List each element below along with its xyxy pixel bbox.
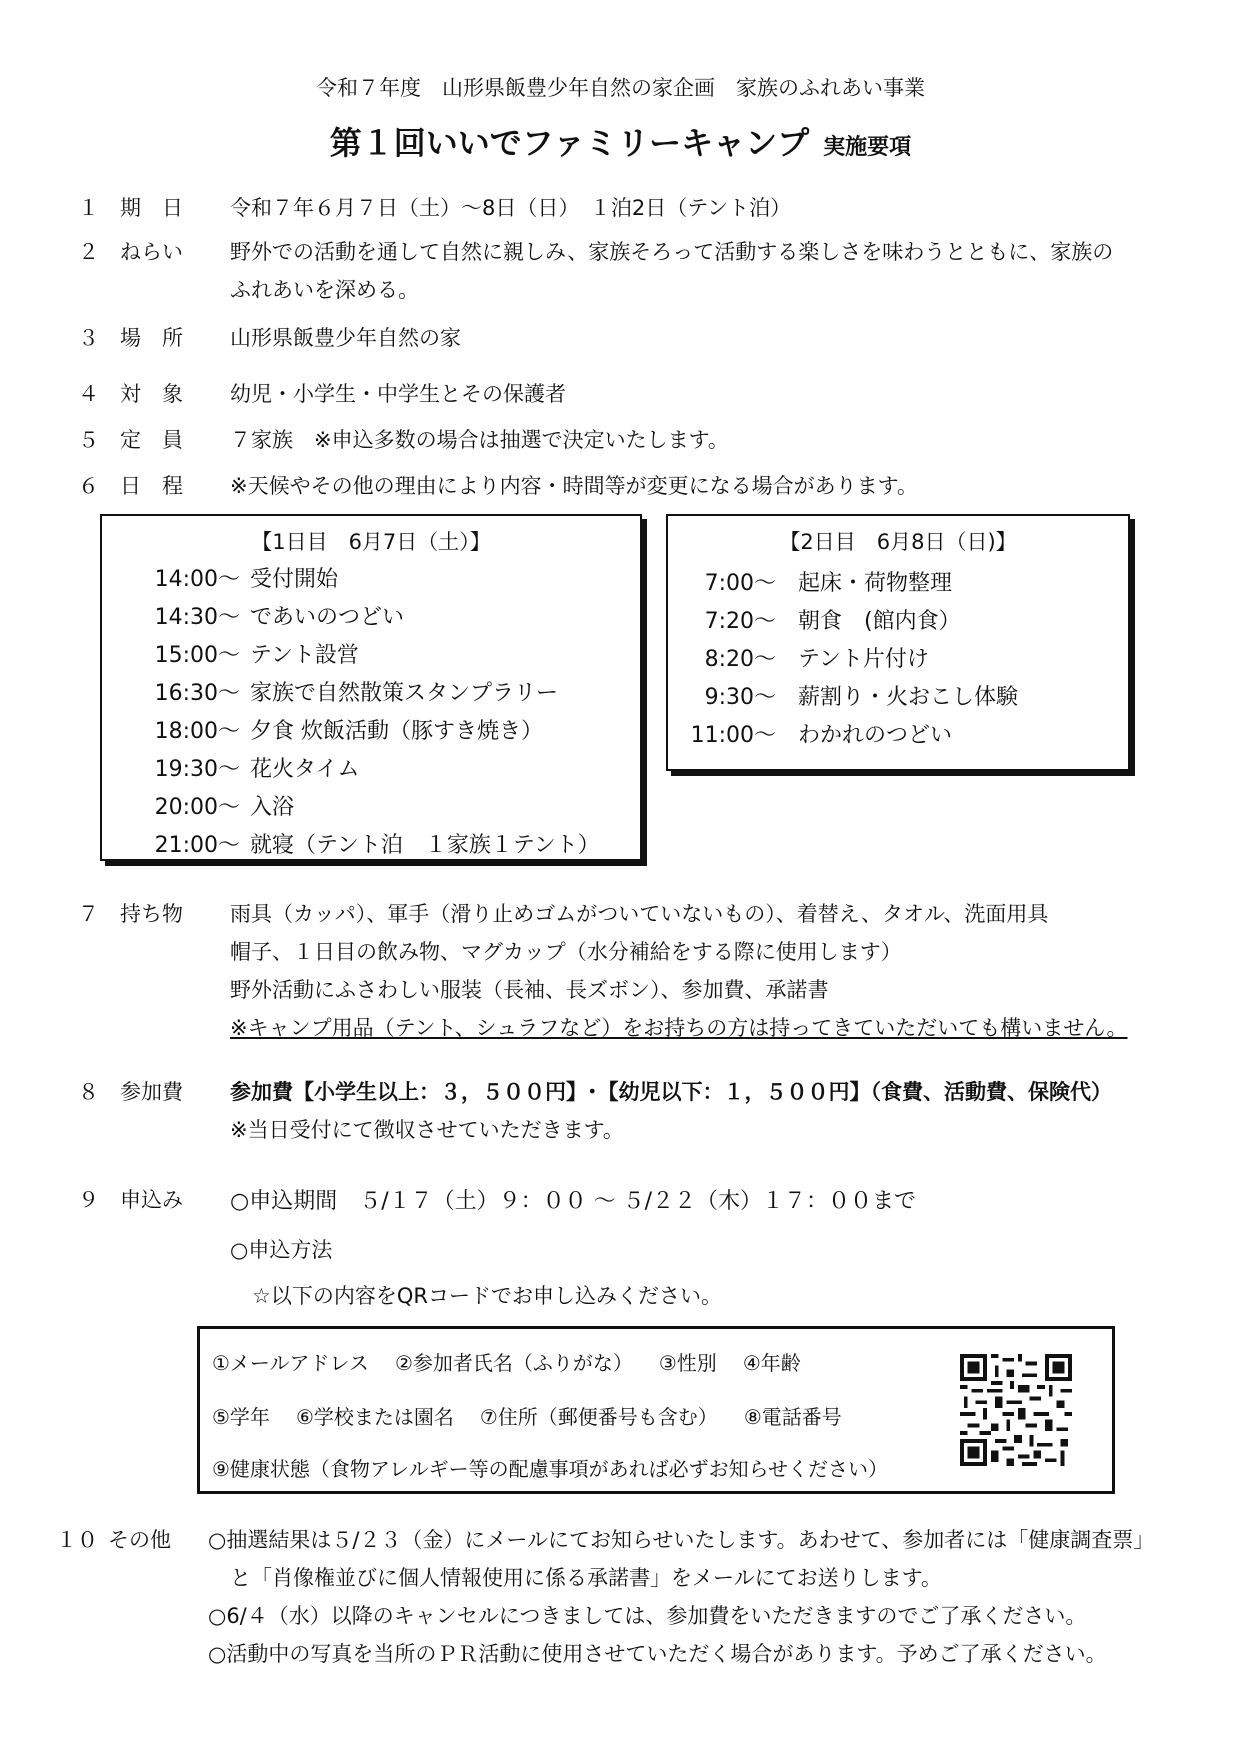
title-sub: 実施要項 bbox=[823, 135, 912, 160]
field-email: ①メールアドレス bbox=[212, 1351, 369, 1375]
item-num-other: １０ bbox=[56, 1528, 98, 1552]
day2-schedule-box bbox=[666, 514, 1130, 771]
item-text-belongings-4: ※キャンプ用品（テント、シュラフなど）をお持ちの方は持ってきていただいても構いません。 bbox=[230, 1016, 1128, 1040]
apply-instruction: ☆以下の内容をQRコードでお申し込みください。 bbox=[252, 1284, 722, 1308]
field-health: ⑨健康状態（食物アレルギー等の配慮事項があれば必ずお知らせください） bbox=[212, 1457, 889, 1481]
item-text-aim-2: ふれあいを深める。 bbox=[230, 278, 419, 302]
item-text-other-2: と「肖像権並びに個人情報使用に係る承諾書」をメールにてお送りします。 bbox=[230, 1566, 942, 1590]
day2-time: 8:20～ bbox=[704, 647, 776, 672]
field-age: ④年齢 bbox=[742, 1351, 801, 1375]
item-label-apply: 申込み bbox=[120, 1188, 183, 1212]
item-label-target: 対 象 bbox=[120, 382, 183, 406]
item-text-other-1: ○抽選結果は５/２３（金）にメールにてお知らせいたします。あわせて、参加者には「健康調査票」 bbox=[208, 1528, 1155, 1552]
item-label-belongings: 持ち物 bbox=[120, 902, 183, 926]
day1-time: 21:00～ bbox=[154, 833, 240, 858]
title-main: 第１回いいでファミリーキャンプ bbox=[329, 124, 810, 162]
day2-activity: わかれのつどい bbox=[798, 723, 953, 748]
day1-time: 19:30～ bbox=[154, 757, 240, 782]
item-text-belongings-3: 野外活動にふさわしい服装（長袖、長ズボン）、参加費、承諾書 bbox=[230, 978, 829, 1002]
day1-time: 14:00～ bbox=[154, 567, 240, 592]
day1-activity: 受付開始 bbox=[250, 567, 339, 592]
day1-activity: 夕食 炊飯活動（豚すき焼き） bbox=[250, 719, 543, 744]
field-address: ⑦住所（郵便番号も含む） bbox=[479, 1405, 718, 1429]
day1-activity: であいのつどい bbox=[250, 605, 405, 630]
item-text-capacity: ７家族 ※申込多数の場合は抽選で決定いたします。 bbox=[230, 428, 729, 452]
field-school: ⑥学校または園名 bbox=[295, 1405, 454, 1429]
field-gender: ③性別 bbox=[658, 1351, 717, 1375]
item-num-target: ４ bbox=[78, 382, 99, 406]
day2-time: 7:00～ bbox=[704, 571, 776, 596]
day1-activity: 入浴 bbox=[250, 795, 295, 820]
fields-row-1 bbox=[212, 1347, 827, 1376]
apply-period: ○申込期間 ５/１７（土）９：００ ～ ５/２２（木）１７：００まで bbox=[230, 1189, 917, 1214]
item-label-period: 期 日 bbox=[120, 196, 183, 220]
item-num-capacity: ５ bbox=[78, 428, 99, 452]
day2-time: 11:00～ bbox=[690, 723, 776, 748]
day1-time: 14:30～ bbox=[154, 605, 240, 630]
apply-method: ○申込方法 bbox=[230, 1238, 333, 1262]
day2-activity: テント片付け bbox=[798, 647, 929, 672]
item-num-schedule: ６ bbox=[78, 474, 99, 498]
field-grade: ⑤学年 bbox=[212, 1405, 270, 1429]
item-label-capacity: 定 員 bbox=[120, 428, 183, 452]
day2-activity: 朝食 (館内食） bbox=[798, 609, 961, 634]
day1-activity: 花火タイム bbox=[250, 757, 360, 782]
day2-heading: 【2日目 6月8日（日)】 bbox=[779, 530, 1017, 554]
item-label-schedule: 日 程 bbox=[120, 474, 183, 498]
item-text-aim-1: 野外での活動を通して自然に親しみ、家族そろって活動する楽しさを味わうとともに、家族の bbox=[230, 240, 1114, 264]
item-text-other-4: ○活動中の写真を当所のＰＲ活動に使用させていただく場合があります。予めご了承ください。 bbox=[208, 1642, 1107, 1666]
item-text-place: 山形県飯豊少年自然の家 bbox=[230, 326, 461, 350]
day1-schedule-box bbox=[100, 514, 642, 861]
item-num-belongings: ７ bbox=[78, 902, 99, 926]
day2-activity: 起床・荷物整理 bbox=[798, 571, 953, 596]
item-text-fee-2: ※当日受付にて徴収させていただきます。 bbox=[230, 1118, 624, 1142]
day1-time: 16:30～ bbox=[154, 681, 240, 706]
item-text-belongings-1: 雨具（カッパ）、軍手（滑り止めゴムがついていないもの）、着替え、タオル、洗面用具 bbox=[230, 902, 1049, 926]
field-name: ②参加者氏名（ふりがな） bbox=[394, 1351, 633, 1375]
day1-time: 20:00～ bbox=[154, 795, 240, 820]
day1-time: 18:00～ bbox=[154, 719, 240, 744]
day2-time: 7:20～ bbox=[704, 609, 776, 634]
subtitle: 令和７年度 山形県飯豊少年自然の家企画 家族のふれあい事業 bbox=[316, 76, 925, 100]
item-text-belongings-2: 帽子、１日目の飲み物、マグカップ（水分補給をする際に使用します） bbox=[230, 940, 902, 964]
page-title bbox=[0, 118, 1241, 164]
day1-time: 15:00～ bbox=[154, 643, 240, 668]
item-text-fee-1: 参加費【小学生以上：３，５００円】･【幼児以下：１，５００円】（食費、活動費、保険代） bbox=[230, 1080, 1112, 1104]
item-num-apply: ９ bbox=[78, 1188, 99, 1212]
item-text-schedule: ※天候やその他の理由により内容・時間等が変更になる場合があります。 bbox=[230, 474, 918, 498]
item-label-aim: ねらい bbox=[120, 240, 183, 264]
day2-activity: 薪割り・火おこし体験 bbox=[798, 685, 1019, 710]
day1-activity: 家族で自然散策スタンプラリー bbox=[250, 681, 559, 706]
item-label-place: 場 所 bbox=[120, 326, 183, 350]
fields-row-2 bbox=[212, 1401, 868, 1430]
item-text-other-3: ○6/４（水）以降のキャンセルにつきましては、参加費をいただきますのでご了承ください。 bbox=[208, 1604, 1087, 1628]
item-num-fee: ８ bbox=[78, 1080, 99, 1104]
item-num-aim: ２ bbox=[78, 240, 99, 264]
item-label-other: その他 bbox=[108, 1528, 171, 1552]
day2-time: 9:30～ bbox=[704, 685, 776, 710]
item-text-period: 令和７年６月７日（土）～8日（日） １泊2日（テント泊） bbox=[230, 196, 792, 220]
day1-activity: 就寝（テント泊 １家族１テント） bbox=[250, 833, 600, 858]
item-num-period: １ bbox=[78, 196, 99, 220]
item-label-fee: 参加費 bbox=[120, 1080, 183, 1104]
day1-activity: テント設営 bbox=[250, 643, 359, 668]
item-text-target: 幼児・小学生・中学生とその保護者 bbox=[230, 382, 566, 406]
day1-heading: 【1日目 6月7日（土）】 bbox=[251, 530, 491, 554]
qr-code-icon[interactable] bbox=[960, 1354, 1072, 1466]
field-phone: ⑧電話番号 bbox=[743, 1405, 842, 1429]
item-num-place: ３ bbox=[78, 326, 99, 350]
